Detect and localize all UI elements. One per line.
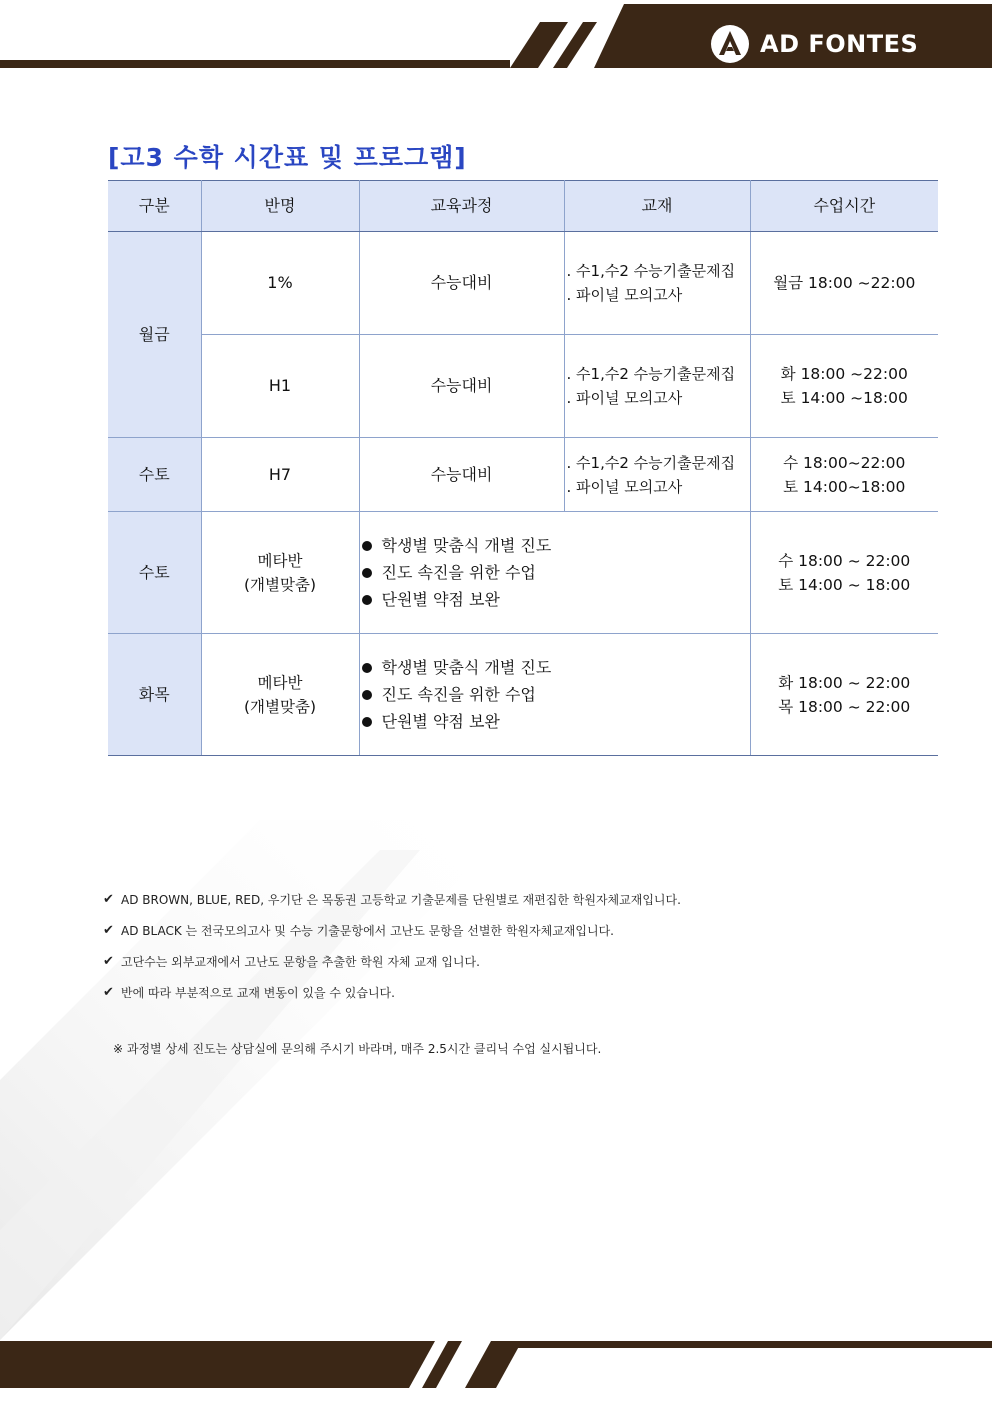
program-text: 학생별 맞춤식 개별 진도 [381, 658, 552, 677]
footer-note: ※ 과정별 상세 진도는 상담실에 문의해 주시기 바라며, 매주 2.5시간 클리닉 수업 실시됩니다. [113, 1042, 602, 1056]
page-title: [고3 수학 시간표 및 프로그램] [108, 143, 467, 172]
class-name: 메타반 [257, 673, 303, 692]
time-cell [750, 512, 938, 634]
category-cell: 월금 [108, 232, 201, 438]
table-row [108, 512, 938, 634]
time-cell [750, 232, 938, 335]
table-row [108, 438, 938, 512]
ad-fontes-logo-icon [710, 24, 750, 64]
book-line: . 파이널 모의고사 [566, 477, 683, 496]
header-category: 구분 [108, 181, 201, 232]
time-line: 월금 18:00 ~22:00 [773, 274, 916, 292]
check-icon: ✔ [103, 923, 114, 938]
header-class: 반명 [201, 181, 359, 232]
course-cell: 수능대비 [359, 335, 564, 438]
program-text: 학생별 맞춤식 개별 진도 [381, 536, 552, 555]
time-line: 토 14:00 ~ 18:00 [778, 575, 911, 594]
note-item [103, 946, 681, 977]
footer-line [492, 1341, 992, 1348]
program-cell [359, 512, 750, 634]
bullet-dot-icon [362, 690, 372, 700]
table-row [108, 335, 938, 438]
program-text: 진도 속진을 위한 수업 [381, 685, 536, 704]
course-cell: 수능대비 [359, 438, 564, 512]
book-cell [564, 335, 750, 438]
table-row [108, 634, 938, 756]
program-item [362, 559, 750, 586]
notes-list [103, 884, 681, 1008]
bullet-dot-icon [362, 541, 372, 551]
class-cell: 1% [201, 232, 359, 335]
program-item [362, 654, 750, 681]
program-item [362, 681, 750, 708]
course-cell: 수능대비 [359, 232, 564, 335]
program-text: 진도 속진을 위한 수업 [381, 563, 536, 582]
footer-stripe [465, 1341, 522, 1388]
class-cell: H7 [201, 438, 359, 512]
time-line: 화 18:00 ~22:00 [780, 365, 908, 383]
category-cell: 수토 [108, 438, 201, 512]
check-icon: ✔ [103, 892, 114, 907]
time-line: 화 18:00 ~ 22:00 [778, 673, 911, 692]
program-text: 단원별 약점 보완 [381, 590, 500, 609]
book-line: . 수1,수2 수능기출문제집 [566, 453, 736, 472]
time-line: 목 18:00 ~ 22:00 [778, 697, 911, 716]
table-row [108, 232, 938, 335]
class-type: (개별맞춤) [244, 697, 316, 716]
bullet-dot-icon [362, 717, 372, 727]
category-cell: 수토 [108, 512, 201, 634]
header-time: 수업시간 [750, 181, 938, 232]
class-cell: H1 [201, 335, 359, 438]
bullet-dot-icon [362, 568, 372, 578]
book-line: . 파이널 모의고사 [566, 389, 683, 407]
class-name: 메타반 [257, 551, 303, 570]
note-text: 반에 따라 부분적으로 교재 변동이 있을 수 있습니다. [121, 986, 395, 1000]
book-line: . 수1,수2 수능기출문제집 [566, 365, 736, 383]
brand-name: AD FONTES [760, 30, 919, 58]
brand [710, 24, 918, 64]
book-cell [564, 438, 750, 512]
table-header-row [108, 181, 938, 232]
time-line: 수 18:00~22:00 [783, 453, 906, 472]
program-item [362, 708, 750, 735]
bullet-dot-icon [362, 663, 372, 673]
time-cell [750, 335, 938, 438]
note-text: AD BLACK 는 전국모의고사 및 수능 기출문항에서 고난도 문항을 선별한 학원자체교재입니다. [121, 924, 614, 938]
class-type: (개별맞춤) [244, 575, 316, 594]
time-cell [750, 438, 938, 512]
header-course: 교육과정 [359, 181, 564, 232]
check-icon: ✔ [103, 954, 114, 969]
book-cell [564, 232, 750, 335]
book-line: . 파이널 모의고사 [566, 286, 683, 304]
header-book: 교재 [564, 181, 750, 232]
note-text: 고단수는 외부교재에서 고난도 문항을 추출한 학원 자체 교재 입니다. [121, 955, 480, 969]
note-item [103, 884, 681, 915]
program-text: 단원별 약점 보완 [381, 712, 500, 731]
note-text: AD BROWN, BLUE, RED, 우기단 은 목동권 고등학교 기출문제를 단원별로 재편집한 학원자체교재입니다. [121, 893, 681, 907]
note-item [103, 915, 681, 946]
book-line: . 수1,수2 수능기출문제집 [566, 262, 736, 280]
time-cell [750, 634, 938, 756]
program-item [362, 532, 750, 559]
category-cell: 화목 [108, 634, 201, 756]
time-line: 토 14:00 ~18:00 [780, 389, 908, 407]
bullet-dot-icon [362, 595, 372, 605]
time-line: 토 14:00~18:00 [783, 477, 906, 496]
program-cell [359, 634, 750, 756]
note-item [103, 977, 681, 1008]
time-line: 수 18:00 ~ 22:00 [778, 551, 911, 570]
header-line [0, 60, 510, 68]
check-icon: ✔ [103, 985, 114, 1000]
timetable [108, 180, 938, 756]
footer-band [0, 1341, 435, 1388]
class-cell [201, 634, 359, 756]
class-cell [201, 512, 359, 634]
program-item [362, 586, 750, 613]
